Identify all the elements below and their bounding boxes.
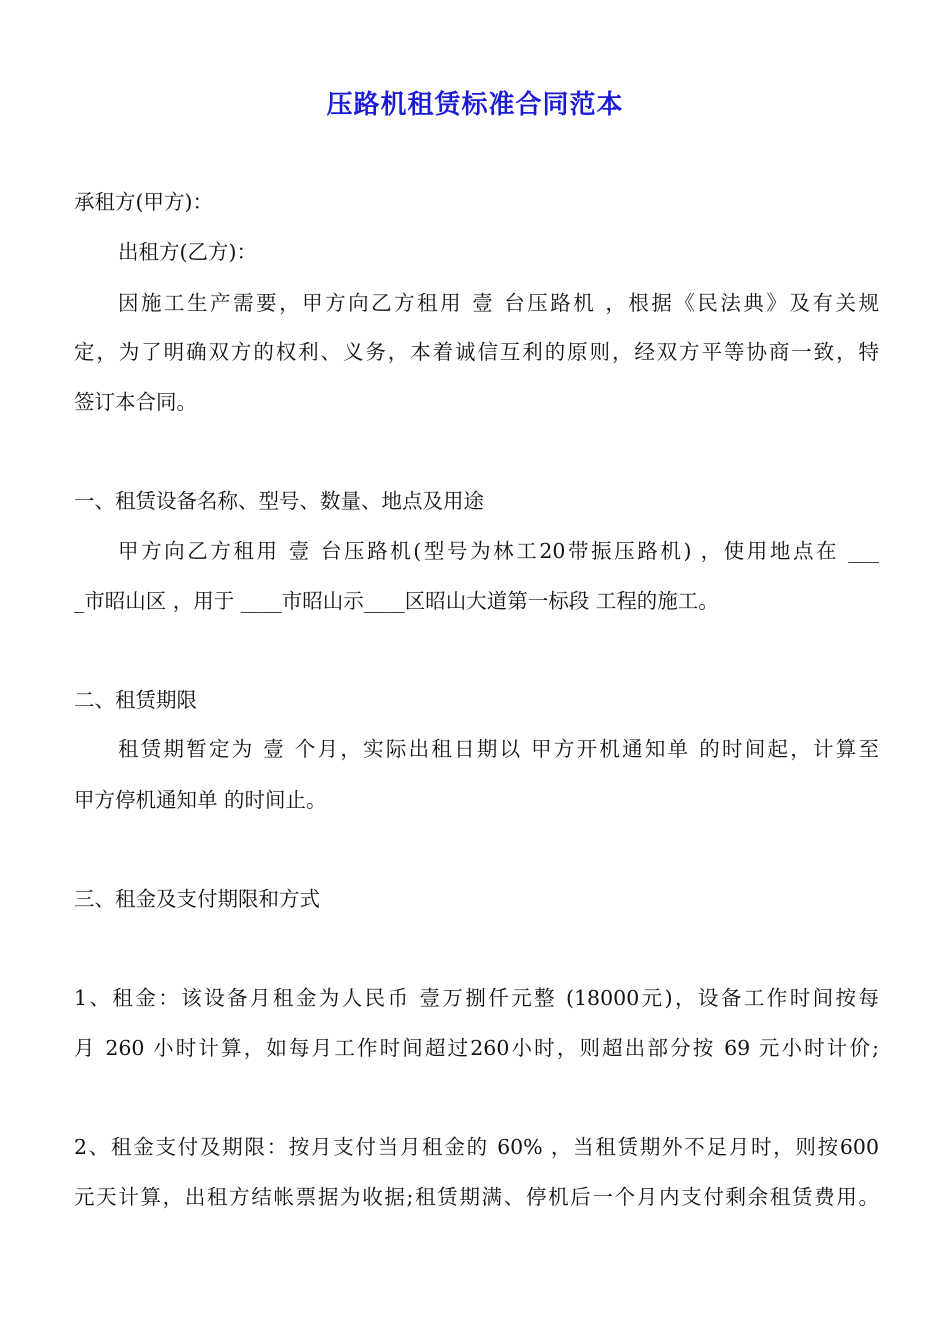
section-2-line-1: 租赁期暂定为 壹 个月，实际出租日期以 甲方开机通知单 的时间起，计算至 <box>118 737 879 761</box>
page-title: 压路机租赁标准合同范本 <box>326 90 624 120</box>
section-2-line-2: 甲方停机通知单 的时间止。 <box>74 788 327 812</box>
preamble-line-1: 因施工生产需要，甲方向乙方租用 壹 台压路机 ，根据《民法典》及有关规 <box>118 291 879 315</box>
clause-2-line-1: 2、租金支付及期限：按月支付当月租金的 60% ，当租赁期外不足月时，则按600 <box>74 1135 879 1159</box>
preamble-line-3: 签订本合同。 <box>74 390 197 414</box>
section-3-heading: 三、租金及支付期限和方式 <box>74 887 320 911</box>
section-1-line-1: 甲方向乙方租用 壹 台压路机(型号为林工20带振压路机) ，使用地点在 ___ <box>118 539 879 563</box>
section-1-line-2: _市昭山区 ，用于 ____市昭山示____区昭山大道第一标段 工程的施工。 <box>74 589 719 613</box>
party-a-label: 承租方(甲方)： <box>74 190 213 214</box>
clause-2-line-2: 元天计算，出租方结帐票据为收据;租赁期满、停机后一个月内支付剩余租赁费用。 <box>74 1185 879 1209</box>
section-2-heading: 二、租赁期限 <box>74 688 197 712</box>
section-1-heading: 一、租赁设备名称、型号、数量、地点及用途 <box>74 489 484 513</box>
preamble-line-2: 定，为了明确双方的权利、义务，本着诚信互利的原则，经双方平等协商一致，特 <box>74 340 879 364</box>
party-b-label: 出租方(乙方)： <box>118 240 257 264</box>
clause-1-line-2: 月 260 小时计算，如每月工作时间超过260小时，则超出部分按 69 元小时计价; <box>74 1036 879 1060</box>
clause-1-line-1: 1、租金：该设备月租金为人民币 壹万捌仟元整 (18000元)，设备工作时间按每 <box>74 986 879 1010</box>
